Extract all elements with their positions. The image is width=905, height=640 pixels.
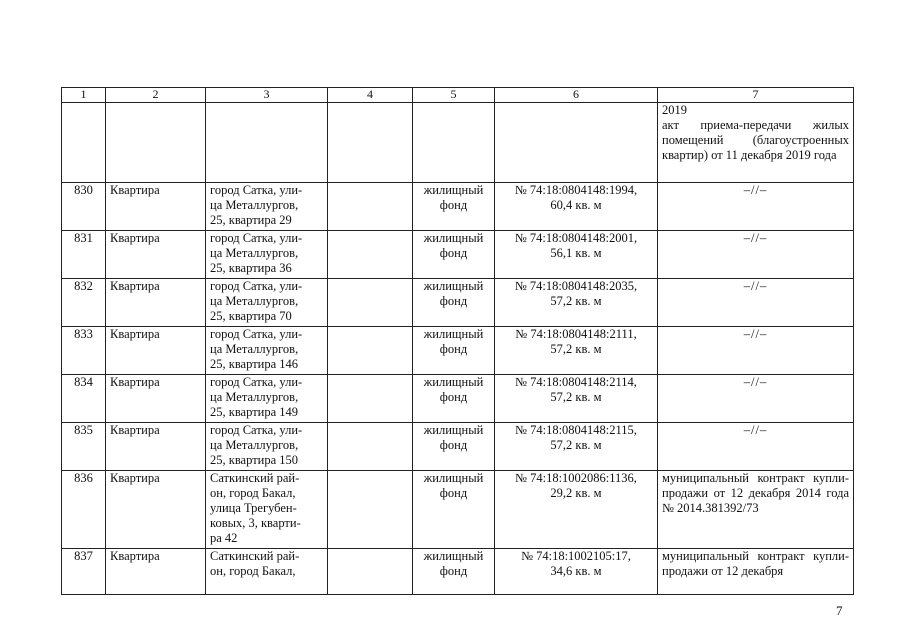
basis-cell: муниципальный контракт купли-продажи от 12 декабря [658, 549, 854, 595]
fund-cell [413, 471, 495, 549]
object-type-cell: Квартира [106, 549, 206, 595]
fund-cell [413, 231, 495, 279]
basis-cell: –//– [658, 327, 854, 375]
address-line: 25, квартира 36 [210, 261, 292, 275]
row-number-cell: 830 [62, 183, 106, 231]
address-line: 25, квартира 146 [210, 357, 299, 371]
basis-cell: –//– [658, 279, 854, 327]
fund-cell [413, 183, 495, 231]
fund-cell [413, 327, 495, 375]
table-row [62, 549, 854, 595]
empty-cell [328, 279, 413, 327]
address-line: Саткинский рай- [210, 471, 300, 485]
basis-cell: –//– [658, 375, 854, 423]
empty-cell [328, 549, 413, 595]
fund-line: жилищный [423, 231, 484, 245]
fund-cell [413, 549, 495, 595]
cell [413, 103, 495, 183]
address-cell [206, 183, 328, 231]
basis-cell: –//– [658, 183, 854, 231]
row-number-cell: 833 [62, 327, 106, 375]
fund-line: фонд [439, 564, 468, 578]
cadastral-line: 56,1 кв. м [550, 246, 602, 260]
row-number-cell: 831 [62, 231, 106, 279]
address-line: ца Металлургов, [210, 342, 299, 356]
address-cell [206, 279, 328, 327]
continuation-row [62, 103, 854, 183]
cadastral-line: № 74:18:0804148:2035, [514, 279, 638, 293]
address-cell [206, 423, 328, 471]
address-cell [206, 231, 328, 279]
cell [62, 103, 106, 183]
cadastral-line: 34,6 кв. м [550, 564, 602, 578]
property-table [61, 87, 854, 595]
address-line: ца Металлургов, [210, 246, 299, 260]
fund-cell [413, 279, 495, 327]
cadastral-line: № 74:18:1002086:1136, [515, 471, 637, 485]
address-line: 25, квартира 29 [210, 213, 292, 227]
address-cell [206, 471, 328, 549]
address-line: город Сатка, ули- [210, 423, 303, 437]
address-line: он, город Бакал, [210, 486, 296, 500]
cadastral-line: № 74:18:0804148:2115, [515, 423, 637, 437]
address-line: ца Металлургов, [210, 294, 299, 308]
address-line: город Сатка, ули- [210, 327, 303, 341]
table-row [62, 279, 854, 327]
header-row [62, 88, 854, 103]
cadastral-line: 57,2 кв. м [550, 294, 602, 308]
cadastral-line: 57,2 кв. м [550, 342, 602, 356]
address-line: 25, квартира 70 [210, 309, 292, 323]
address-cell [206, 549, 328, 595]
address-line: ковых, 3, кварти- [210, 516, 301, 530]
header-col-4: 4 [328, 88, 413, 103]
object-type-cell: Квартира [106, 279, 206, 327]
row-number-cell: 837 [62, 549, 106, 595]
empty-cell [328, 375, 413, 423]
cadastral-cell [495, 423, 658, 471]
cadastral-line: № 74:18:0804148:2111, [515, 327, 637, 341]
fund-line: жилищный [423, 183, 484, 197]
basis-line: 2019 [662, 103, 687, 117]
header-col-3: 3 [206, 88, 328, 103]
table-row [62, 471, 854, 549]
header-col-7: 7 [658, 88, 854, 103]
address-line: ца Металлургов, [210, 438, 299, 452]
address-line: ца Металлургов, [210, 198, 299, 212]
basis-cell: муниципальный контракт купли-продажи от 12 декабря 2014 года № 2014.381392/73 [658, 471, 854, 549]
object-type-cell: Квартира [106, 471, 206, 549]
address-line: улица Трегубен- [210, 501, 297, 515]
empty-cell [328, 183, 413, 231]
address-line: ца Металлургов, [210, 390, 299, 404]
fund-line: жилищный [423, 375, 484, 389]
empty-cell [328, 423, 413, 471]
address-line: город Сатка, ули- [210, 231, 303, 245]
fund-cell [413, 423, 495, 471]
cadastral-cell [495, 231, 658, 279]
cadastral-line: № 74:18:0804148:1994, [514, 183, 638, 197]
row-number-cell: 832 [62, 279, 106, 327]
cadastral-line: 29,2 кв. м [550, 486, 602, 500]
header-col-2: 2 [106, 88, 206, 103]
table-row [62, 231, 854, 279]
cadastral-cell [495, 279, 658, 327]
fund-line: фонд [439, 486, 468, 500]
address-line: ра 42 [210, 531, 238, 545]
basis-cell: –//– [658, 423, 854, 471]
table-row [62, 423, 854, 471]
cadastral-line: № 74:18:0804148:2114, [515, 375, 637, 389]
cadastral-line: № 74:18:0804148:2001, [514, 231, 638, 245]
empty-cell [328, 231, 413, 279]
cell [495, 103, 658, 183]
object-type-cell: Квартира [106, 327, 206, 375]
table-row [62, 327, 854, 375]
cadastral-cell [495, 327, 658, 375]
header-col-6: 6 [495, 88, 658, 103]
fund-line: фонд [439, 246, 468, 260]
cadastral-cell [495, 375, 658, 423]
basis-line: акт приема-передачи жилых помещений (благоустроенных квартир) от 11 декабря 2019 года [662, 118, 849, 162]
address-line: город Сатка, ули- [210, 375, 303, 389]
address-cell [206, 375, 328, 423]
cadastral-cell [495, 549, 658, 595]
empty-cell [328, 471, 413, 549]
fund-line: жилищный [423, 279, 484, 293]
empty-cell [328, 327, 413, 375]
basis-cell: –//– [658, 231, 854, 279]
row-number-cell: 836 [62, 471, 106, 549]
cell [328, 103, 413, 183]
cadastral-line: 60,4 кв. м [550, 198, 602, 212]
fund-line: фонд [439, 438, 468, 452]
fund-line: фонд [439, 294, 468, 308]
address-cell [206, 327, 328, 375]
cadastral-cell [495, 183, 658, 231]
row-number-cell: 835 [62, 423, 106, 471]
row-number-cell: 834 [62, 375, 106, 423]
page-number: 7 [836, 603, 843, 618]
fund-line: жилищный [423, 327, 484, 341]
address-line: город Сатка, ули- [210, 183, 303, 197]
address-line: он, город Бакал, [210, 564, 296, 578]
cadastral-line: 57,2 кв. м [550, 438, 602, 452]
continuation-basis-cell [658, 103, 854, 183]
cadastral-cell [495, 471, 658, 549]
address-line: 25, квартира 150 [210, 453, 299, 467]
object-type-cell: Квартира [106, 423, 206, 471]
table-row [62, 183, 854, 231]
object-type-cell: Квартира [106, 375, 206, 423]
object-type-cell: Квартира [106, 183, 206, 231]
fund-line: жилищный [423, 423, 484, 437]
object-type-cell: Квартира [106, 231, 206, 279]
address-line: город Сатка, ули- [210, 279, 303, 293]
cadastral-line: № 74:18:1002105:17, [521, 549, 631, 563]
cell [106, 103, 206, 183]
fund-line: жилищный [423, 471, 484, 485]
fund-line: жилищный [423, 549, 484, 563]
header-col-5: 5 [413, 88, 495, 103]
fund-line: фонд [439, 198, 468, 212]
address-line: Саткинский рай- [210, 549, 300, 563]
fund-line: фонд [439, 390, 468, 404]
cadastral-line: 57,2 кв. м [550, 390, 602, 404]
fund-line: фонд [439, 342, 468, 356]
fund-cell [413, 375, 495, 423]
table-row [62, 375, 854, 423]
header-col-1: 1 [62, 88, 106, 103]
cell [206, 103, 328, 183]
address-line: 25, квартира 149 [210, 405, 299, 419]
